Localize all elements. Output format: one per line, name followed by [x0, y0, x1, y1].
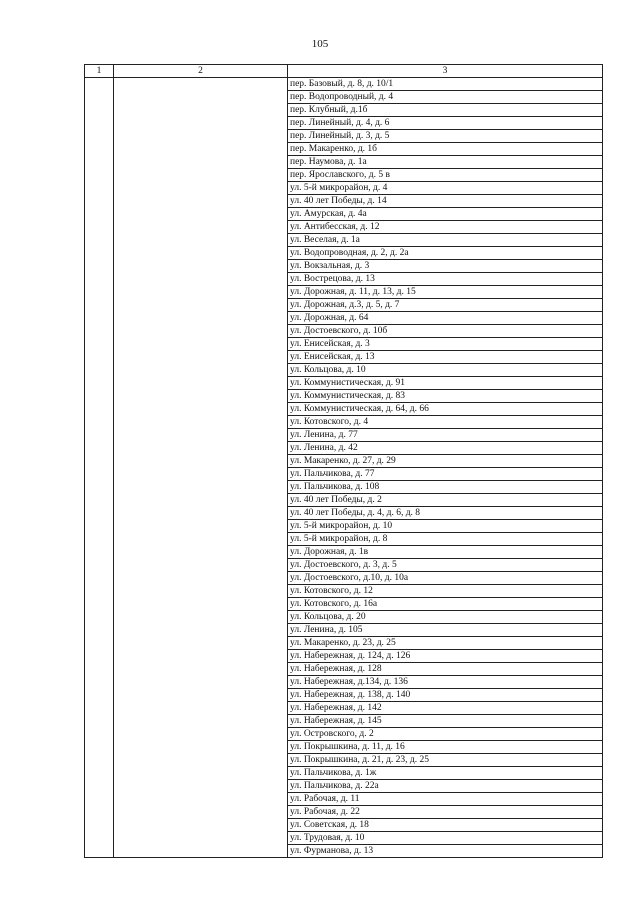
- address-cell: ул. Ленина, д. 105: [288, 624, 603, 637]
- address-cell: ул. Вокзальная, д. 3: [288, 260, 603, 273]
- address-cell: ул. Водопроводная, д. 2, д. 2а: [288, 247, 603, 260]
- address-cell: ул. Фурманова, д. 13: [288, 845, 603, 858]
- address-cell: ул. Котовского, д. 4: [288, 416, 603, 429]
- address-cell: ул. Котовского, д. 16а: [288, 598, 603, 611]
- address-cell: ул. Веселая, д. 1а: [288, 234, 603, 247]
- address-cell: ул. Котовского, д. 12: [288, 585, 603, 598]
- address-cell: ул. Островского, д. 2: [288, 728, 603, 741]
- address-cell: ул. Дорожная, д. 64: [288, 312, 603, 325]
- address-cell: ул. Кольцова, д. 20: [288, 611, 603, 624]
- address-cell: ул. Пальчикова, д. 77: [288, 468, 603, 481]
- address-cell: ул. Дорожная, д. 1в: [288, 546, 603, 559]
- address-cell: ул. Пальчикова, д. 22а: [288, 780, 603, 793]
- address-cell: ул. Коммунистическая, д. 91: [288, 377, 603, 390]
- address-cell: ул. Достоевского, д. 10б: [288, 325, 603, 338]
- address-cell: ул. Набережная, д.134, д. 136: [288, 676, 603, 689]
- address-cell: ул. Набережная, д. 128: [288, 663, 603, 676]
- address-table-body: [85, 78, 603, 858]
- page-number: 105: [311, 38, 329, 50]
- address-cell: ул. Покрышкина, д. 21, д. 23, д. 25: [288, 754, 603, 767]
- header-row: [85, 65, 603, 78]
- address-cell: ул. Достоевского, д. 3, д. 5: [288, 559, 603, 572]
- address-cell: ул. Рабочая, д. 22: [288, 806, 603, 819]
- address-cell: ул. 5-й микрорайон, д. 10: [288, 520, 603, 533]
- address-cell: ул. Пальчикова, д. 108: [288, 481, 603, 494]
- address-cell: ул. Набережная, д. 145: [288, 715, 603, 728]
- column-header-1: 1: [85, 65, 114, 78]
- address-cell: пер. Линейный, д. 3, д. 5: [288, 130, 603, 143]
- column-2-cell: [114, 78, 288, 858]
- address-cell: ул. Советская, д. 18: [288, 819, 603, 832]
- address-cell: ул. Покрышкина, д. 11, д. 16: [288, 741, 603, 754]
- address-cell: ул. Макаренко, д. 23, д. 25: [288, 637, 603, 650]
- column-header-2: 2: [114, 65, 288, 78]
- address-cell: пер. Водопроводный, д. 4: [288, 91, 603, 104]
- address-cell: ул. Енисейская, д. 13: [288, 351, 603, 364]
- address-cell: пер. Линейный, д. 4, д. 6: [288, 117, 603, 130]
- address-cell: ул. Ленина, д. 77: [288, 429, 603, 442]
- table-row: [85, 78, 603, 91]
- column-header-3: 3: [288, 65, 603, 78]
- address-cell: ул. Пальчикова, д. 1ж: [288, 767, 603, 780]
- address-table: [84, 64, 603, 858]
- address-cell: ул. 5-й микрорайон, д. 8: [288, 533, 603, 546]
- address-cell: ул. Енисейская, д. 3: [288, 338, 603, 351]
- address-cell: ул. Ленина, д. 42: [288, 442, 603, 455]
- address-cell: ул. Кольцова, д. 10: [288, 364, 603, 377]
- column-1-cell: [85, 78, 114, 858]
- address-cell: ул. Вострецова, д. 13: [288, 273, 603, 286]
- address-cell: ул. Трудовая, д. 10: [288, 832, 603, 845]
- address-cell: ул. Дорожная, д. 11, д. 13, д. 15: [288, 286, 603, 299]
- address-cell: ул. Макаренко, д. 27, д. 29: [288, 455, 603, 468]
- address-cell: ул. Набережная, д. 124, д. 126: [288, 650, 603, 663]
- address-cell: ул. Коммунистическая, д. 83: [288, 390, 603, 403]
- address-cell: пер. Клубный, д.1б: [288, 104, 603, 117]
- address-cell: ул. Набережная, д. 142: [288, 702, 603, 715]
- address-cell: пер. Ярославского, д. 5 в: [288, 169, 603, 182]
- address-cell: ул. Рабочая, д. 11: [288, 793, 603, 806]
- address-cell: ул. Достоевского, д.10, д. 10а: [288, 572, 603, 585]
- address-cell: ул. Коммунистическая, д. 64, д. 66: [288, 403, 603, 416]
- address-cell: ул. 5-й микрорайон, д. 4: [288, 182, 603, 195]
- address-cell: ул. Дорожная, д.3, д. 5, д. 7: [288, 299, 603, 312]
- address-cell: ул. 40 лет Победы, д. 2: [288, 494, 603, 507]
- address-cell: ул. 40 лет Победы, д. 4, д. 6, д. 8: [288, 507, 603, 520]
- address-cell: ул. Амурская, д. 4а: [288, 208, 603, 221]
- address-cell: ул. 40 лет Победы, д. 14: [288, 195, 603, 208]
- address-cell: пер. Макаренко, д. 1б: [288, 143, 603, 156]
- address-cell: ул. Антибесская, д. 12: [288, 221, 603, 234]
- address-cell: пер. Базовый, д. 8, д. 10/1: [288, 78, 603, 91]
- address-cell: ул. Набережная, д. 138, д. 140: [288, 689, 603, 702]
- address-cell: пер. Наумова, д. 1а: [288, 156, 603, 169]
